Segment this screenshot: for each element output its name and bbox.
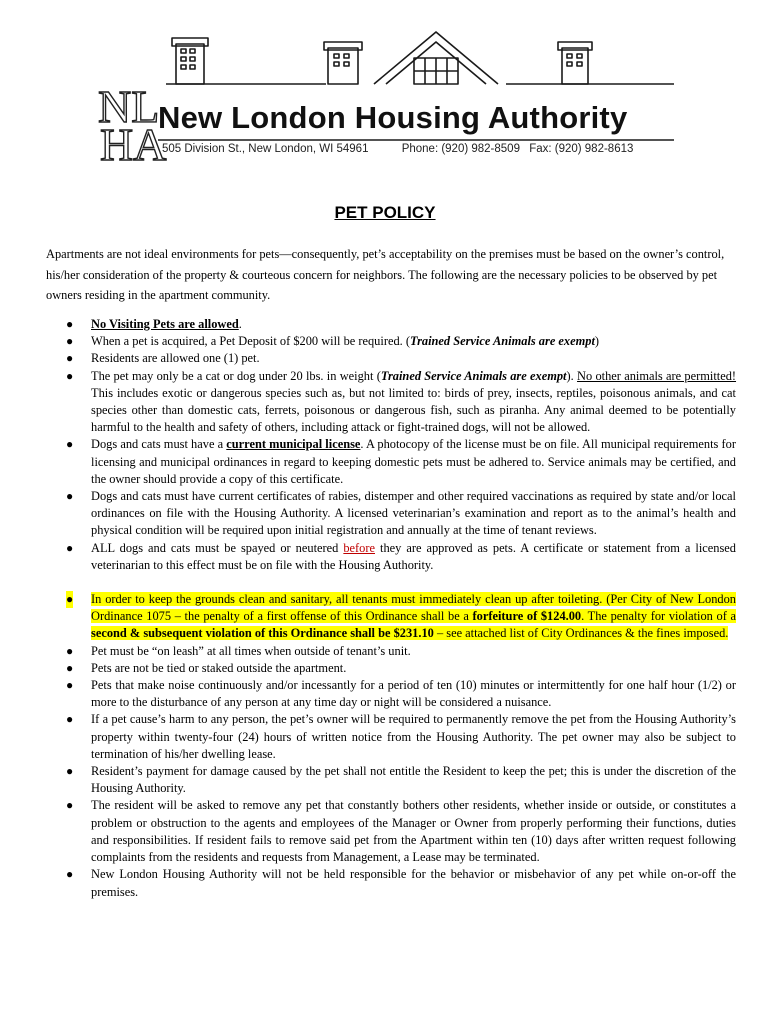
phone: Phone: (920) 982-8509 xyxy=(401,143,520,155)
svg-text:NL: NL xyxy=(98,81,160,132)
bullet-icon: ● xyxy=(66,489,74,504)
list-item: ● Pet must be “on leash” at all times when outside of tenant’s unit. xyxy=(46,643,736,660)
intro-paragraph: Apartments are not ideal environments for pets—consequently, pet’s acceptability on the premises must be based on the owner’s control, his/her consideration of the property & courteous concern for neighbors. The following are the necessary policies to be observed by pet owners residing in the apartment community. xyxy=(46,247,725,302)
bullet-icon: ● xyxy=(66,334,74,349)
policy-list xyxy=(46,316,736,901)
list-item-highlighted: ● In order to keep the grounds clean and sanitary, all tenants must immediately clean up after toileting. (Per City of New London Ordinance 1075 – the penalty of a first offense of this Ordinance shall be a forfeiture of $124.00. The penalty for violation of a second & subsequent violation of this Ordinance shall be $231.10 – see attached list of City Ordinances & the fines imposed. xyxy=(66,592,737,641)
list-item: ● The pet may only be a cat or dog under 20 lbs. in weight (Trained Service Animals are exempt). No other animals are permitted! This includes exotic or dangerous species such as, but not limited to: birds of prey, insects, reptiles, poisonous animals, and cat species other than domestic cats, ferrets, poisonous or dangerous fish, such as piranha. Any animal deemed to be potentially harmful to the health and safety of others, including attack or fight-trained dogs, will not be allowed. xyxy=(66,368,737,435)
list-item: ● Pets are not be tied or staked outside the apartment. xyxy=(46,660,736,677)
list-item: ● Resident’s payment for damage caused by the pet shall not entitle the Resident to keep the pet; this is under the discretion of the Housing Authority. xyxy=(66,764,736,796)
list-item: ● If a pet cause’s harm to any person, the pet’s owner will be required to permanently remove the pet from the Housing Authority’s property within twenty-four (24) hours of written notice from the Housing Authority. The pet owner may also be subject to termination of his/her dwelling lease. xyxy=(66,712,736,761)
list-item: ● Pets that make noise continuously and/or incessantly for a period of ten (10) minutes or intermittently for one half hour (1/2) or more to the disturbance of any person at any time day or night will be considered a nuisance. xyxy=(66,678,736,710)
list-item: ● When a pet is acquired, a Pet Deposit of $200 will be required. (Trained Service Animals are exempt) xyxy=(46,333,736,350)
bullet-icon: ● xyxy=(66,798,74,813)
list-item: ● Dogs and cats must have current certificates of rabies, distemper and other required vaccinations as required by state and/or local ordinances on file with the Housing Authority. A licensed veterinarian’s examination and report as to the animal’s health and physical condition will be required upon initial registration and annually at the time of tenant reviews. xyxy=(66,489,736,538)
housing-logo-icon xyxy=(96,22,676,162)
letterhead xyxy=(96,22,676,162)
bullet-icon: ● xyxy=(66,351,74,366)
bullet-icon: ● xyxy=(66,643,74,658)
bullet-icon: ● xyxy=(66,764,74,779)
contact-line xyxy=(162,143,633,155)
bullet-icon: ● xyxy=(66,368,74,383)
address: 505 Division St., New London, WI 54961 xyxy=(162,143,369,155)
bullet-icon: ● xyxy=(66,678,74,693)
bullet-icon: ● xyxy=(66,867,74,882)
bullet-icon: ● xyxy=(66,660,74,675)
list-item: ● New London Housing Authority will not be held responsible for the behavior or misbehavior of any pet while on-or-off the premises. xyxy=(66,867,736,899)
list-item: ● Residents are allowed one (1) pet. xyxy=(46,350,736,367)
list-item: ● The resident will be asked to remove any pet that constantly bothers other residents, whether inside or outside, or constitutes a problem or obstruction to the agents and employees of the Manager or Owner from properly performing their functions, duties and responsibilities. If resident fails to remove said pet from the Apartment within ten (10) days after written request following complaints from the residents and requests from Management, a Lease may be terminated. xyxy=(66,798,736,865)
bullet-icon: ● xyxy=(66,317,74,331)
bullet-icon: ● xyxy=(66,540,74,555)
page-title: PET POLICY xyxy=(334,203,436,222)
bullet-icon: ● xyxy=(66,591,73,608)
bullet-icon: ● xyxy=(66,712,74,727)
svg-text:HA: HA xyxy=(100,119,167,162)
list-item: ● Dogs and cats must have a current municipal license. A photocopy of the license must be on file. All municipal requirements for licensing and municipal ordinances in regard to keeping domestic pets must be adhered to. Service animals may be certified, and the owner should provide a copy of this certificate. xyxy=(66,437,736,486)
list-item: ● ALL dogs and cats must be spayed or neutered before they are approved as pets. A certificate or statement from a licensed veterinarian to this effect must be on file with the Housing Authority. xyxy=(66,540,736,572)
list-item: ● No Visiting Pets are allowed. xyxy=(46,316,736,333)
bullet-icon: ● xyxy=(66,437,74,452)
org-name: New London Housing Authority xyxy=(158,100,628,135)
fax: Fax: (920) 982-8613 xyxy=(529,143,634,155)
